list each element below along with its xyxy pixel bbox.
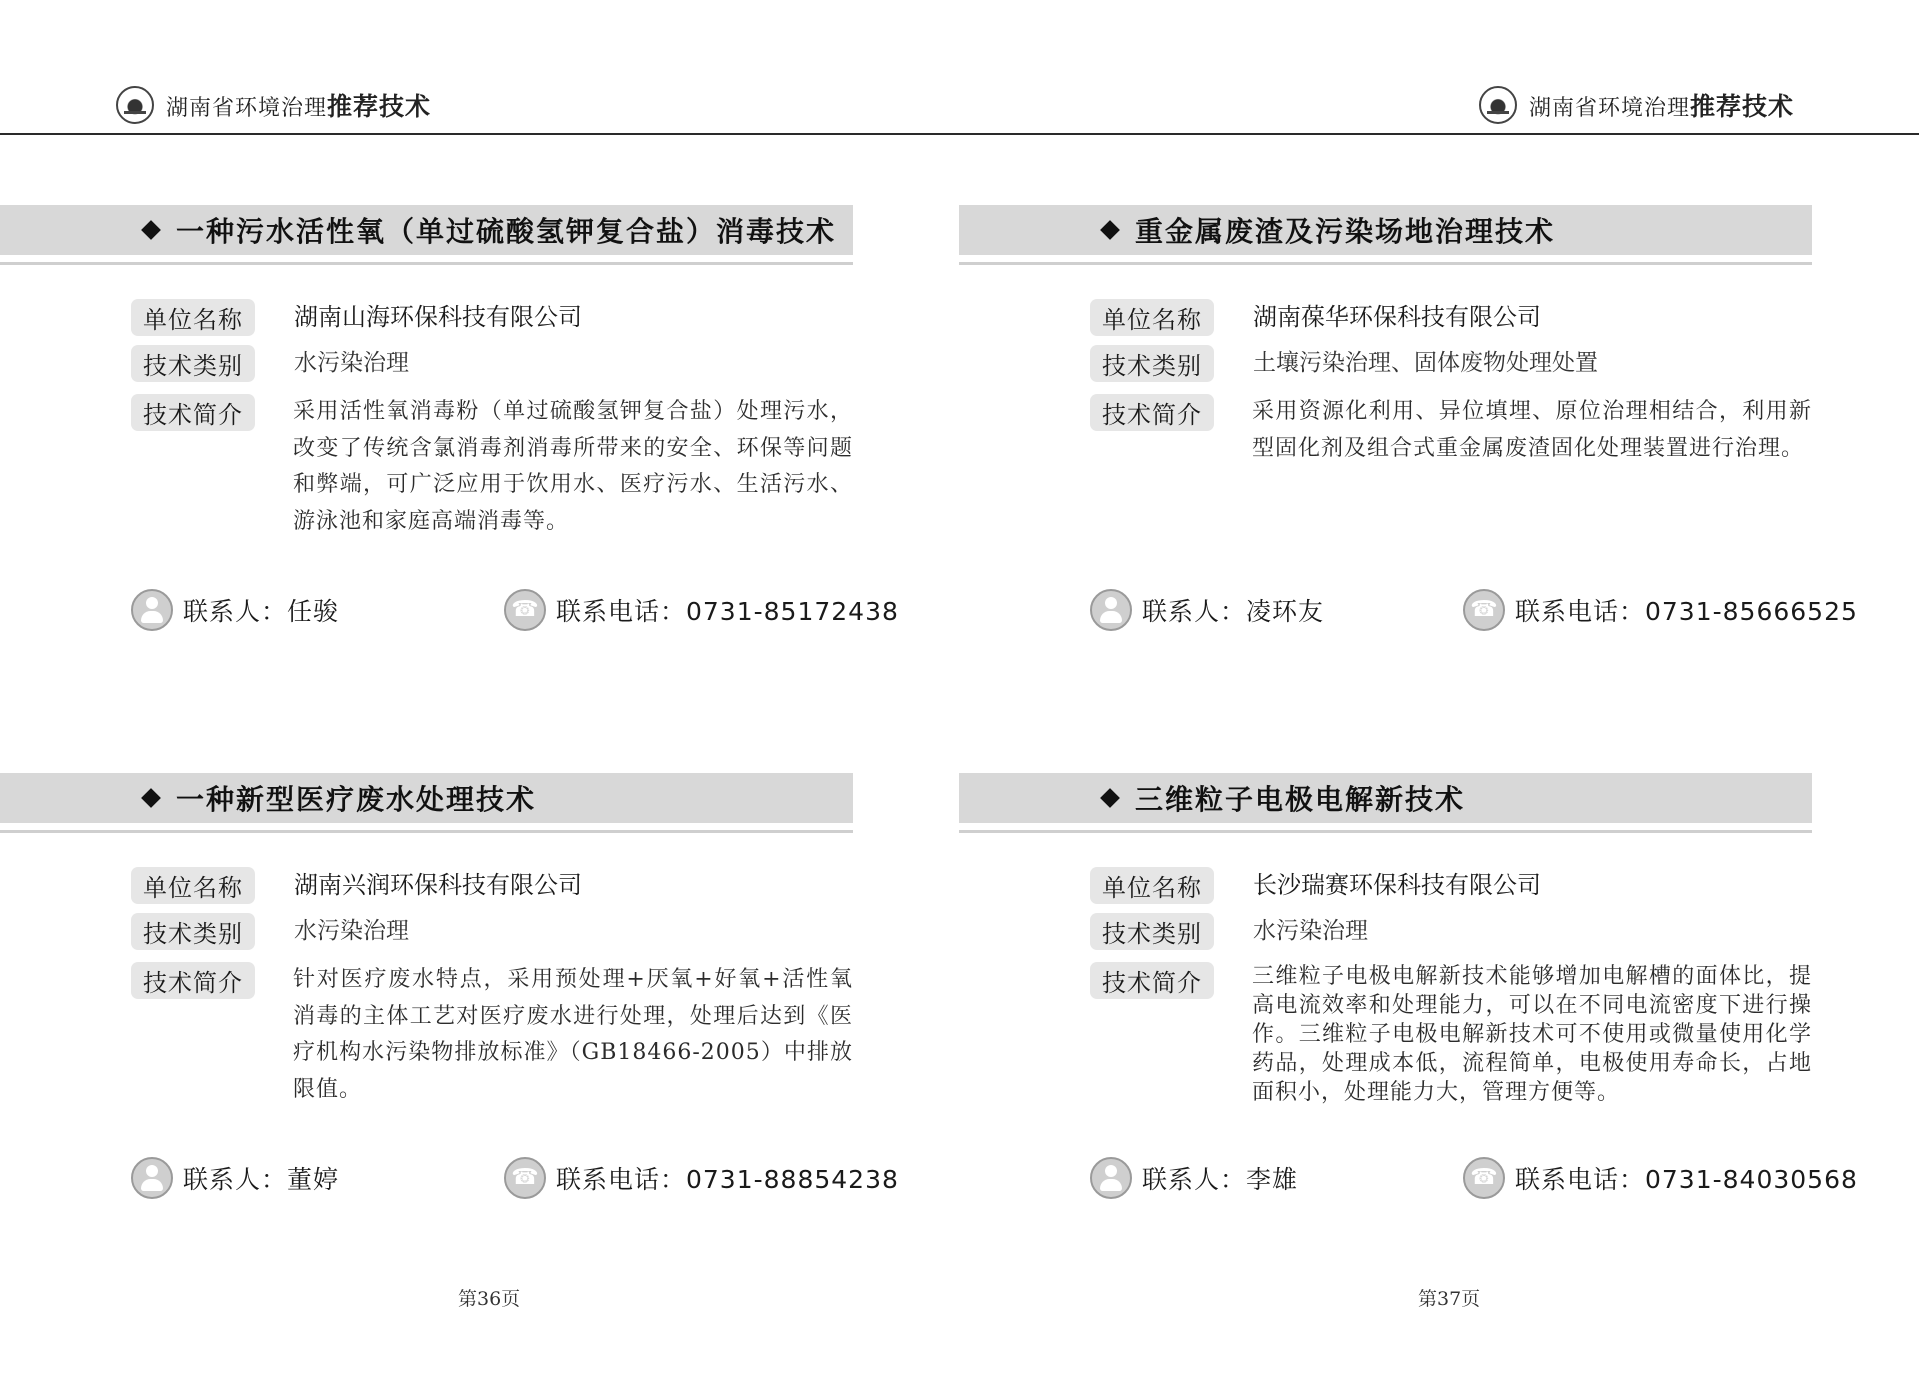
intro-text: 采用活性氧消毒粉（单过硫酸氢钾复合盐）处理污水，改变了传统含氯消毒剂消毒所带来的安全、环保等问题和弊端，可广泛应用于饮用水、医疗污水、生活污水、游泳池和家庭高端消毒等。 <box>293 399 853 534</box>
header-title-left: 湖南省环境治理推荐技术 <box>166 92 432 121</box>
unit-label: 单位名称 <box>131 299 255 336</box>
contact-phone <box>504 589 899 631</box>
page-number-right: 第37页 <box>1418 1288 1481 1310</box>
contact-person <box>131 589 339 631</box>
intro-row <box>131 394 255 431</box>
intro-label: 技术简介 <box>131 394 255 431</box>
phone-icon <box>504 1157 546 1199</box>
unit-label: 单位名称 <box>1090 299 1214 336</box>
category-value: 水污染治理 <box>294 918 409 944</box>
page-number-left: 第36页 <box>458 1288 521 1310</box>
category-value: 水污染治理 <box>1253 918 1368 944</box>
contact-person <box>131 1157 339 1199</box>
phone-icon <box>1463 589 1505 631</box>
intro-text: 针对医疗废水特点，采用预处理+厌氧+好氧+活性氧消毒的主体工艺对医疗废水进行处理，处理后达到《医疗机构水污染物排放标准》（GB18466-2005）中排放限值。 <box>293 967 853 1102</box>
contact-phone-text: 联系电话：0731-84030568 <box>1515 1165 1858 1194</box>
unit-label: 单位名称 <box>1090 867 1214 904</box>
intro-label: 技术简介 <box>131 962 255 999</box>
category-row <box>1090 913 1368 950</box>
unit-row <box>1090 299 1541 336</box>
person-icon <box>1090 589 1132 631</box>
card-title-bar <box>0 205 853 255</box>
emblem-icon <box>1479 86 1517 124</box>
card-title-bar <box>959 205 1812 255</box>
intro-row <box>1090 394 1214 431</box>
diamond-bullet-icon <box>1100 788 1120 808</box>
card-title-bar <box>0 773 853 823</box>
phone-icon <box>504 589 546 631</box>
header-left <box>116 86 431 124</box>
contact-phone-text: 联系电话：0731-88854238 <box>556 1165 899 1194</box>
category-label: 技术类别 <box>1090 913 1214 950</box>
category-row <box>1090 345 1598 382</box>
intro-label: 技术简介 <box>1090 962 1214 999</box>
contact-person-text: 联系人：李雄 <box>1142 1165 1299 1194</box>
contact-person <box>1090 1157 1298 1199</box>
intro-row <box>131 962 255 999</box>
card-title: 一种污水活性氧（单过硫酸氢钾复合盐）消毒技术 <box>176 215 837 248</box>
intro-row <box>1090 962 1214 999</box>
contact-phone-text: 联系电话：0731-85172438 <box>556 597 899 626</box>
header-divider <box>0 133 1919 135</box>
unit-value: 湖南兴润环保科技有限公司 <box>294 871 582 899</box>
contact-person-text: 联系人：凌环友 <box>1142 597 1325 626</box>
category-label: 技术类别 <box>131 345 255 382</box>
intro-label: 技术简介 <box>1090 394 1214 431</box>
person-icon <box>131 589 173 631</box>
category-label: 技术类别 <box>1090 345 1214 382</box>
phone-icon <box>1463 1157 1505 1199</box>
contact-phone <box>1463 589 1858 631</box>
unit-row <box>131 867 582 904</box>
person-icon <box>1090 1157 1132 1199</box>
contact-person <box>1090 589 1324 631</box>
diamond-bullet-icon <box>1100 220 1120 240</box>
card-title: 重金属废渣及污染场地治理技术 <box>1135 215 1556 248</box>
category-value: 土壤污染治理、固体废物处理处置 <box>1253 350 1598 376</box>
intro-text: 三维粒子电极电解新技术能够增加电解槽的面体比，提高电流效率和处理能力，可以在不同电流密度下进行操作。三维粒子电极电解新技术可不使用或微量使用化学药品，处理成本低，流程简单，电极使用寿命长，占地面积小，处理能力大，管理方便等。 <box>1252 964 1812 1105</box>
category-label: 技术类别 <box>131 913 255 950</box>
person-icon <box>131 1157 173 1199</box>
category-value: 水污染治理 <box>294 350 409 376</box>
card-title-bar <box>959 773 1812 823</box>
unit-label: 单位名称 <box>131 867 255 904</box>
contact-phone-text: 联系电话：0731-85666525 <box>1515 597 1858 626</box>
emblem-icon <box>116 86 154 124</box>
contact-phone <box>1463 1157 1858 1199</box>
card-title: 三维粒子电极电解新技术 <box>1135 783 1466 816</box>
category-row <box>131 913 409 950</box>
unit-row <box>131 299 582 336</box>
unit-value: 湖南山海环保科技有限公司 <box>294 303 582 331</box>
header-right <box>1479 86 1794 124</box>
category-row <box>131 345 409 382</box>
unit-row <box>1090 867 1541 904</box>
header-title-right: 湖南省环境治理推荐技术 <box>1529 92 1795 121</box>
card-title: 一种新型医疗废水处理技术 <box>176 783 537 816</box>
contact-person-text: 联系人：董婷 <box>183 1165 340 1194</box>
intro-text: 采用资源化利用、异位填埋、原位治理相结合，利用新型固化剂及组合式重金属废渣固化处理装置进行治理。 <box>1252 399 1812 461</box>
contact-person-text: 联系人：任骏 <box>183 597 340 626</box>
contact-phone <box>504 1157 899 1199</box>
diamond-bullet-icon <box>141 220 161 240</box>
diamond-bullet-icon <box>141 788 161 808</box>
unit-value: 长沙瑞赛环保科技有限公司 <box>1253 871 1541 899</box>
unit-value: 湖南葆华环保科技有限公司 <box>1253 303 1541 331</box>
